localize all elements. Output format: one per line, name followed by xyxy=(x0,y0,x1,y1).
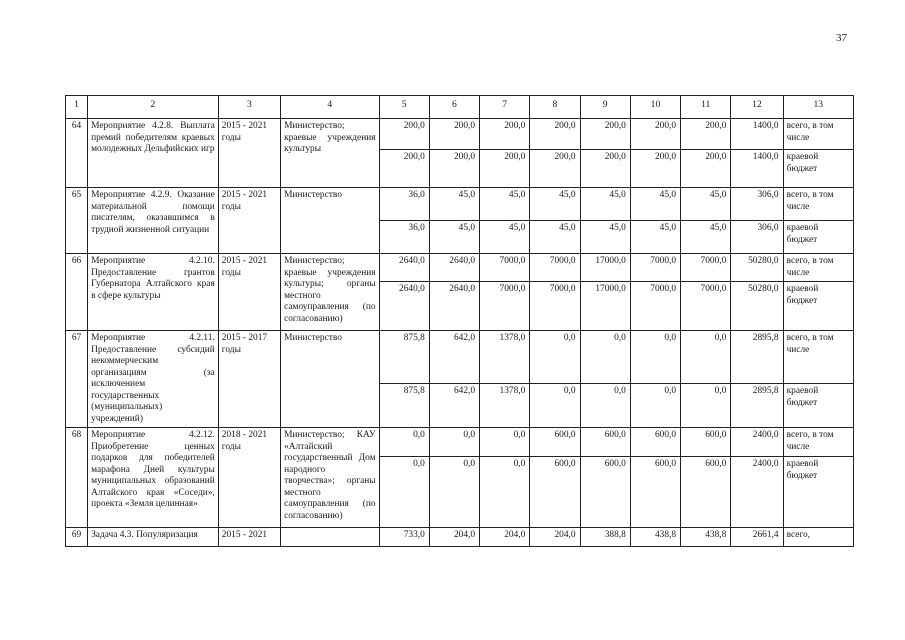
amount-cell: 0,0 xyxy=(530,331,580,384)
amount-cell: 7000,0 xyxy=(480,254,530,282)
funding-source: всего, в том числе xyxy=(783,254,853,282)
amount-cell: 438,8 xyxy=(630,528,680,547)
header-cell: 12 xyxy=(731,96,783,119)
amount-cell: 1400,0 xyxy=(731,119,783,150)
funding-source: всего, xyxy=(783,528,853,547)
amount-cell: 0,0 xyxy=(480,457,530,528)
amount-cell: 200,0 xyxy=(681,119,731,150)
header-cell: 9 xyxy=(580,96,630,119)
amount-cell: 50280,0 xyxy=(731,282,783,331)
amount-cell: 45,0 xyxy=(480,188,530,221)
amount-cell: 200,0 xyxy=(530,150,580,188)
amount-cell: 45,0 xyxy=(530,221,580,254)
executor xyxy=(281,528,380,547)
row-number: 68 xyxy=(66,428,88,528)
amount-cell: 600,0 xyxy=(580,457,630,528)
amount-cell: 0,0 xyxy=(429,428,479,457)
amount-cell: 600,0 xyxy=(681,428,731,457)
amount-cell: 36,0 xyxy=(379,188,429,221)
executor: Министерство; краевые учреждения культуры; органы местного самоуправления (по согласованию) xyxy=(281,254,380,331)
amount-cell: 0,0 xyxy=(480,428,530,457)
row-number: 64 xyxy=(66,119,88,188)
amount-cell: 45,0 xyxy=(580,188,630,221)
period: 2015 - 2021 годы xyxy=(218,188,280,254)
amount-cell: 2400,0 xyxy=(731,457,783,528)
amount-cell: 200,0 xyxy=(429,150,479,188)
activity-name: Мероприятие 4.2.11. Предоставление субсидий некоммерческим организациям (за исключением государственных (муниципальных) учреждений) xyxy=(88,331,219,428)
amount-cell: 200,0 xyxy=(429,119,479,150)
amount-cell: 7000,0 xyxy=(630,282,680,331)
amount-cell: 204,0 xyxy=(530,528,580,547)
funding-source: краевой бюджет xyxy=(783,221,853,254)
amount-cell: 2640,0 xyxy=(429,254,479,282)
amount-cell: 1400,0 xyxy=(731,150,783,188)
amount-cell: 204,0 xyxy=(429,528,479,547)
amount-cell: 200,0 xyxy=(530,119,580,150)
executor: Министерство xyxy=(281,188,380,254)
executor: Министерство xyxy=(281,331,380,428)
amount-cell: 306,0 xyxy=(731,221,783,254)
amount-cell: 45,0 xyxy=(580,221,630,254)
amount-cell: 733,0 xyxy=(379,528,429,547)
amount-cell: 642,0 xyxy=(429,384,479,428)
table-row xyxy=(66,254,854,282)
amount-cell: 0,0 xyxy=(681,384,731,428)
period: 2015 - 2021 xyxy=(218,528,280,547)
amount-cell: 875,8 xyxy=(379,331,429,384)
amount-cell: 438,8 xyxy=(681,528,731,547)
activity-name: Задача 4.3. Популяризация xyxy=(88,528,219,547)
header-cell: 7 xyxy=(480,96,530,119)
funding-source: всего, в том числе xyxy=(783,188,853,221)
page-number: 37 xyxy=(836,32,847,44)
amount-cell: 17000,0 xyxy=(580,254,630,282)
row-number: 67 xyxy=(66,331,88,428)
period: 2018 - 2021 годы xyxy=(218,428,280,528)
header-cell: 5 xyxy=(379,96,429,119)
activity-name: Мероприятие 4.2.8. Выплата премий победителям краевых молодежных Дельфийских игр xyxy=(88,119,219,188)
amount-cell: 200,0 xyxy=(379,150,429,188)
header-cell: 3 xyxy=(218,96,280,119)
period: 2015 - 2021 годы xyxy=(218,119,280,188)
amount-cell: 0,0 xyxy=(379,457,429,528)
funding-source: всего, в том числе xyxy=(783,119,853,150)
activity-name: Мероприятие 4.2.12. Приобретение ценных подарков для победителей марафона Дней культуры муниципальных образований Алтайского края «Соседи», проекта «Земля целинная» xyxy=(88,428,219,528)
budget-table xyxy=(65,95,854,547)
amount-cell: 0,0 xyxy=(530,384,580,428)
amount-cell: 200,0 xyxy=(630,150,680,188)
activity-name: Мероприятие 4.2.9. Оказание материальной помощи писателям, оказавшимся в трудной жизненной ситуации xyxy=(88,188,219,254)
table-row xyxy=(66,428,854,457)
header-cell: 1 xyxy=(66,96,88,119)
table-row xyxy=(66,119,854,150)
amount-cell: 0,0 xyxy=(630,384,680,428)
amount-cell: 1378,0 xyxy=(480,384,530,428)
amount-cell: 45,0 xyxy=(681,188,731,221)
amount-cell: 200,0 xyxy=(681,150,731,188)
table-row xyxy=(66,331,854,384)
header-row xyxy=(66,96,854,119)
amount-cell: 2661,4 xyxy=(731,528,783,547)
amount-cell: 200,0 xyxy=(580,119,630,150)
amount-cell: 600,0 xyxy=(530,457,580,528)
amount-cell: 2400,0 xyxy=(731,428,783,457)
amount-cell: 200,0 xyxy=(480,119,530,150)
amount-cell: 0,0 xyxy=(630,331,680,384)
period: 2015 - 2021 годы xyxy=(218,254,280,331)
amount-cell: 45,0 xyxy=(480,221,530,254)
amount-cell: 0,0 xyxy=(429,457,479,528)
amount-cell: 36,0 xyxy=(379,221,429,254)
header-cell: 10 xyxy=(630,96,680,119)
amount-cell: 388,8 xyxy=(580,528,630,547)
funding-source: краевой бюджет xyxy=(783,384,853,428)
amount-cell: 600,0 xyxy=(630,428,680,457)
funding-source: всего, в том числе xyxy=(783,331,853,384)
amount-cell: 7000,0 xyxy=(630,254,680,282)
header-cell: 2 xyxy=(88,96,219,119)
row-number: 69 xyxy=(66,528,88,547)
amount-cell: 600,0 xyxy=(580,428,630,457)
table-row xyxy=(66,528,854,547)
amount-cell: 45,0 xyxy=(681,221,731,254)
header-cell: 4 xyxy=(281,96,380,119)
amount-cell: 7000,0 xyxy=(681,282,731,331)
period: 2015 - 2017 годы xyxy=(218,331,280,428)
amount-cell: 642,0 xyxy=(429,331,479,384)
executor: Министерство; КАУ «Алтайский государственный Дом народного творчества»; органы местного самоуправления (по согласованию) xyxy=(281,428,380,528)
amount-cell: 45,0 xyxy=(429,221,479,254)
funding-source: всего, в том числе xyxy=(783,428,853,457)
header-cell: 13 xyxy=(783,96,853,119)
header-cell: 11 xyxy=(681,96,731,119)
amount-cell: 7000,0 xyxy=(530,282,580,331)
amount-cell: 45,0 xyxy=(429,188,479,221)
amount-cell: 45,0 xyxy=(530,188,580,221)
activity-name: Мероприятие 4.2.10. Предоставление грантов Губернатора Алтайского края в сфере культуры xyxy=(88,254,219,331)
amount-cell: 2895,8 xyxy=(731,384,783,428)
amount-cell: 1378,0 xyxy=(480,331,530,384)
funding-source: краевой бюджет xyxy=(783,457,853,528)
amount-cell: 2640,0 xyxy=(379,282,429,331)
header-cell: 8 xyxy=(530,96,580,119)
amount-cell: 17000,0 xyxy=(580,282,630,331)
amount-cell: 204,0 xyxy=(480,528,530,547)
amount-cell: 0,0 xyxy=(379,428,429,457)
funding-source: краевой бюджет xyxy=(783,282,853,331)
amount-cell: 2895,8 xyxy=(731,331,783,384)
row-number: 66 xyxy=(66,254,88,331)
executor: Министерство; краевые учреждения культуры xyxy=(281,119,380,188)
amount-cell: 200,0 xyxy=(379,119,429,150)
amount-cell: 600,0 xyxy=(530,428,580,457)
amount-cell: 306,0 xyxy=(731,188,783,221)
row-number: 65 xyxy=(66,188,88,254)
table-row xyxy=(66,188,854,221)
amount-cell: 7000,0 xyxy=(530,254,580,282)
amount-cell: 200,0 xyxy=(580,150,630,188)
amount-cell: 200,0 xyxy=(630,119,680,150)
amount-cell: 45,0 xyxy=(630,221,680,254)
amount-cell: 600,0 xyxy=(630,457,680,528)
amount-cell: 200,0 xyxy=(480,150,530,188)
header-cell: 6 xyxy=(429,96,479,119)
funding-source: краевой бюджет xyxy=(783,150,853,188)
amount-cell: 45,0 xyxy=(630,188,680,221)
amount-cell: 600,0 xyxy=(681,457,731,528)
amount-cell: 50280,0 xyxy=(731,254,783,282)
amount-cell: 2640,0 xyxy=(379,254,429,282)
amount-cell: 875,8 xyxy=(379,384,429,428)
amount-cell: 2640,0 xyxy=(429,282,479,331)
amount-cell: 0,0 xyxy=(580,331,630,384)
amount-cell: 7000,0 xyxy=(681,254,731,282)
amount-cell: 0,0 xyxy=(580,384,630,428)
amount-cell: 0,0 xyxy=(681,331,731,384)
amount-cell: 7000,0 xyxy=(480,282,530,331)
